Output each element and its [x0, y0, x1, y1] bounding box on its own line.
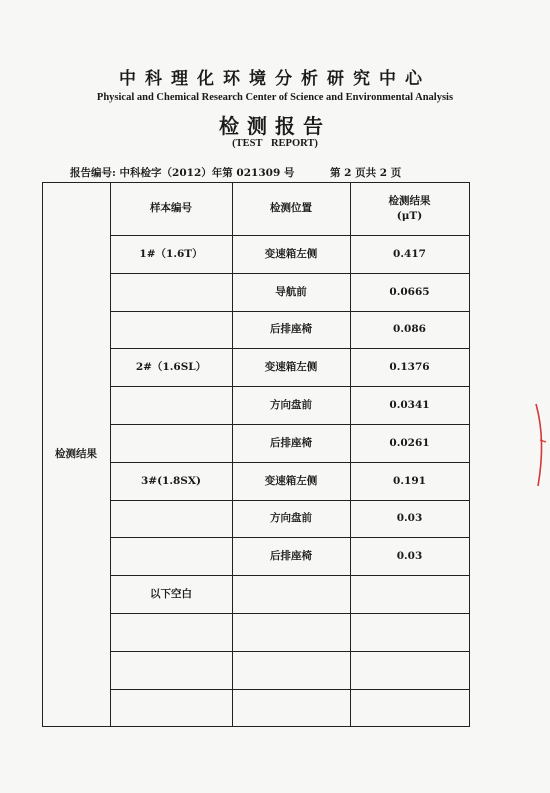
row-test-result: 0.0665	[389, 285, 430, 298]
row-test-position	[232, 613, 350, 651]
row-test-result	[350, 689, 469, 727]
row-test-result: 0.03	[396, 512, 423, 525]
report-title-english: (TEST REPORT)	[232, 138, 318, 149]
header-result-label: 检测结果	[388, 195, 431, 208]
row-test-position: 后排座椅	[270, 550, 312, 563]
row-sample-number	[110, 537, 232, 575]
row-test-position	[232, 651, 350, 689]
page-indicator: 第 2 页共 2 页	[330, 167, 402, 179]
row-test-result: 0.1376	[389, 361, 430, 374]
row-test-position: 变速箱左侧	[264, 247, 318, 260]
row-sample-number	[110, 273, 232, 311]
row-sample-number: 3#(1.8SX)	[140, 474, 202, 487]
row-sample-number	[110, 500, 232, 538]
row-sample-number	[110, 311, 232, 349]
row-test-position: 导航前	[275, 285, 307, 298]
header-result-unit: (μT)	[396, 209, 423, 222]
report-title-chinese: 检测报告	[219, 114, 331, 138]
row-test-position	[232, 575, 350, 613]
header-sample-number: 样本编号	[150, 202, 192, 215]
report-number: 报告编号: 中科检字（2012）年第 021309 号	[70, 167, 295, 179]
row-test-result	[350, 575, 469, 613]
row-test-position: 方向盘前	[270, 512, 312, 525]
row-test-result: 0.086	[393, 323, 426, 336]
row-sample-number: 1#（1.6T）	[139, 247, 203, 260]
row-test-position: 变速箱左侧	[264, 474, 318, 487]
header-test-position: 检测位置	[270, 202, 312, 215]
row-test-result: 0.191	[393, 474, 426, 487]
row-test-result: 0.0261	[389, 436, 430, 449]
row-test-position: 后排座椅	[270, 323, 312, 336]
header-test-result	[350, 182, 469, 235]
center-name-chinese: 中科理化环境分析研究中心	[119, 69, 431, 89]
row-sample-number	[110, 424, 232, 462]
row-sample-number	[110, 689, 232, 727]
row-sample-number	[110, 386, 232, 424]
row-sample-number: 2#（1.6SL）	[135, 361, 207, 374]
table-rule	[469, 182, 470, 726]
row-sample-number	[110, 651, 232, 689]
center-name-english: Physical and Chemical Research Center of Science and Environmental Analysis	[96, 92, 454, 103]
row-sample-number: 以下空白	[150, 588, 192, 600]
red-ink-mark	[532, 400, 550, 490]
results-side-label: 检测结果	[55, 448, 97, 461]
row-test-position	[232, 689, 350, 727]
row-test-position: 后排座椅	[270, 436, 312, 449]
row-test-result	[350, 613, 469, 651]
row-test-position: 方向盘前	[270, 399, 312, 411]
row-test-result: 0.03	[396, 550, 423, 563]
row-test-result: 0.417	[393, 247, 426, 260]
row-test-result: 0.0341	[389, 399, 430, 411]
row-test-result	[350, 651, 469, 689]
row-sample-number	[110, 613, 232, 651]
row-test-position: 变速箱左侧	[264, 361, 318, 374]
table-rule	[42, 726, 470, 727]
